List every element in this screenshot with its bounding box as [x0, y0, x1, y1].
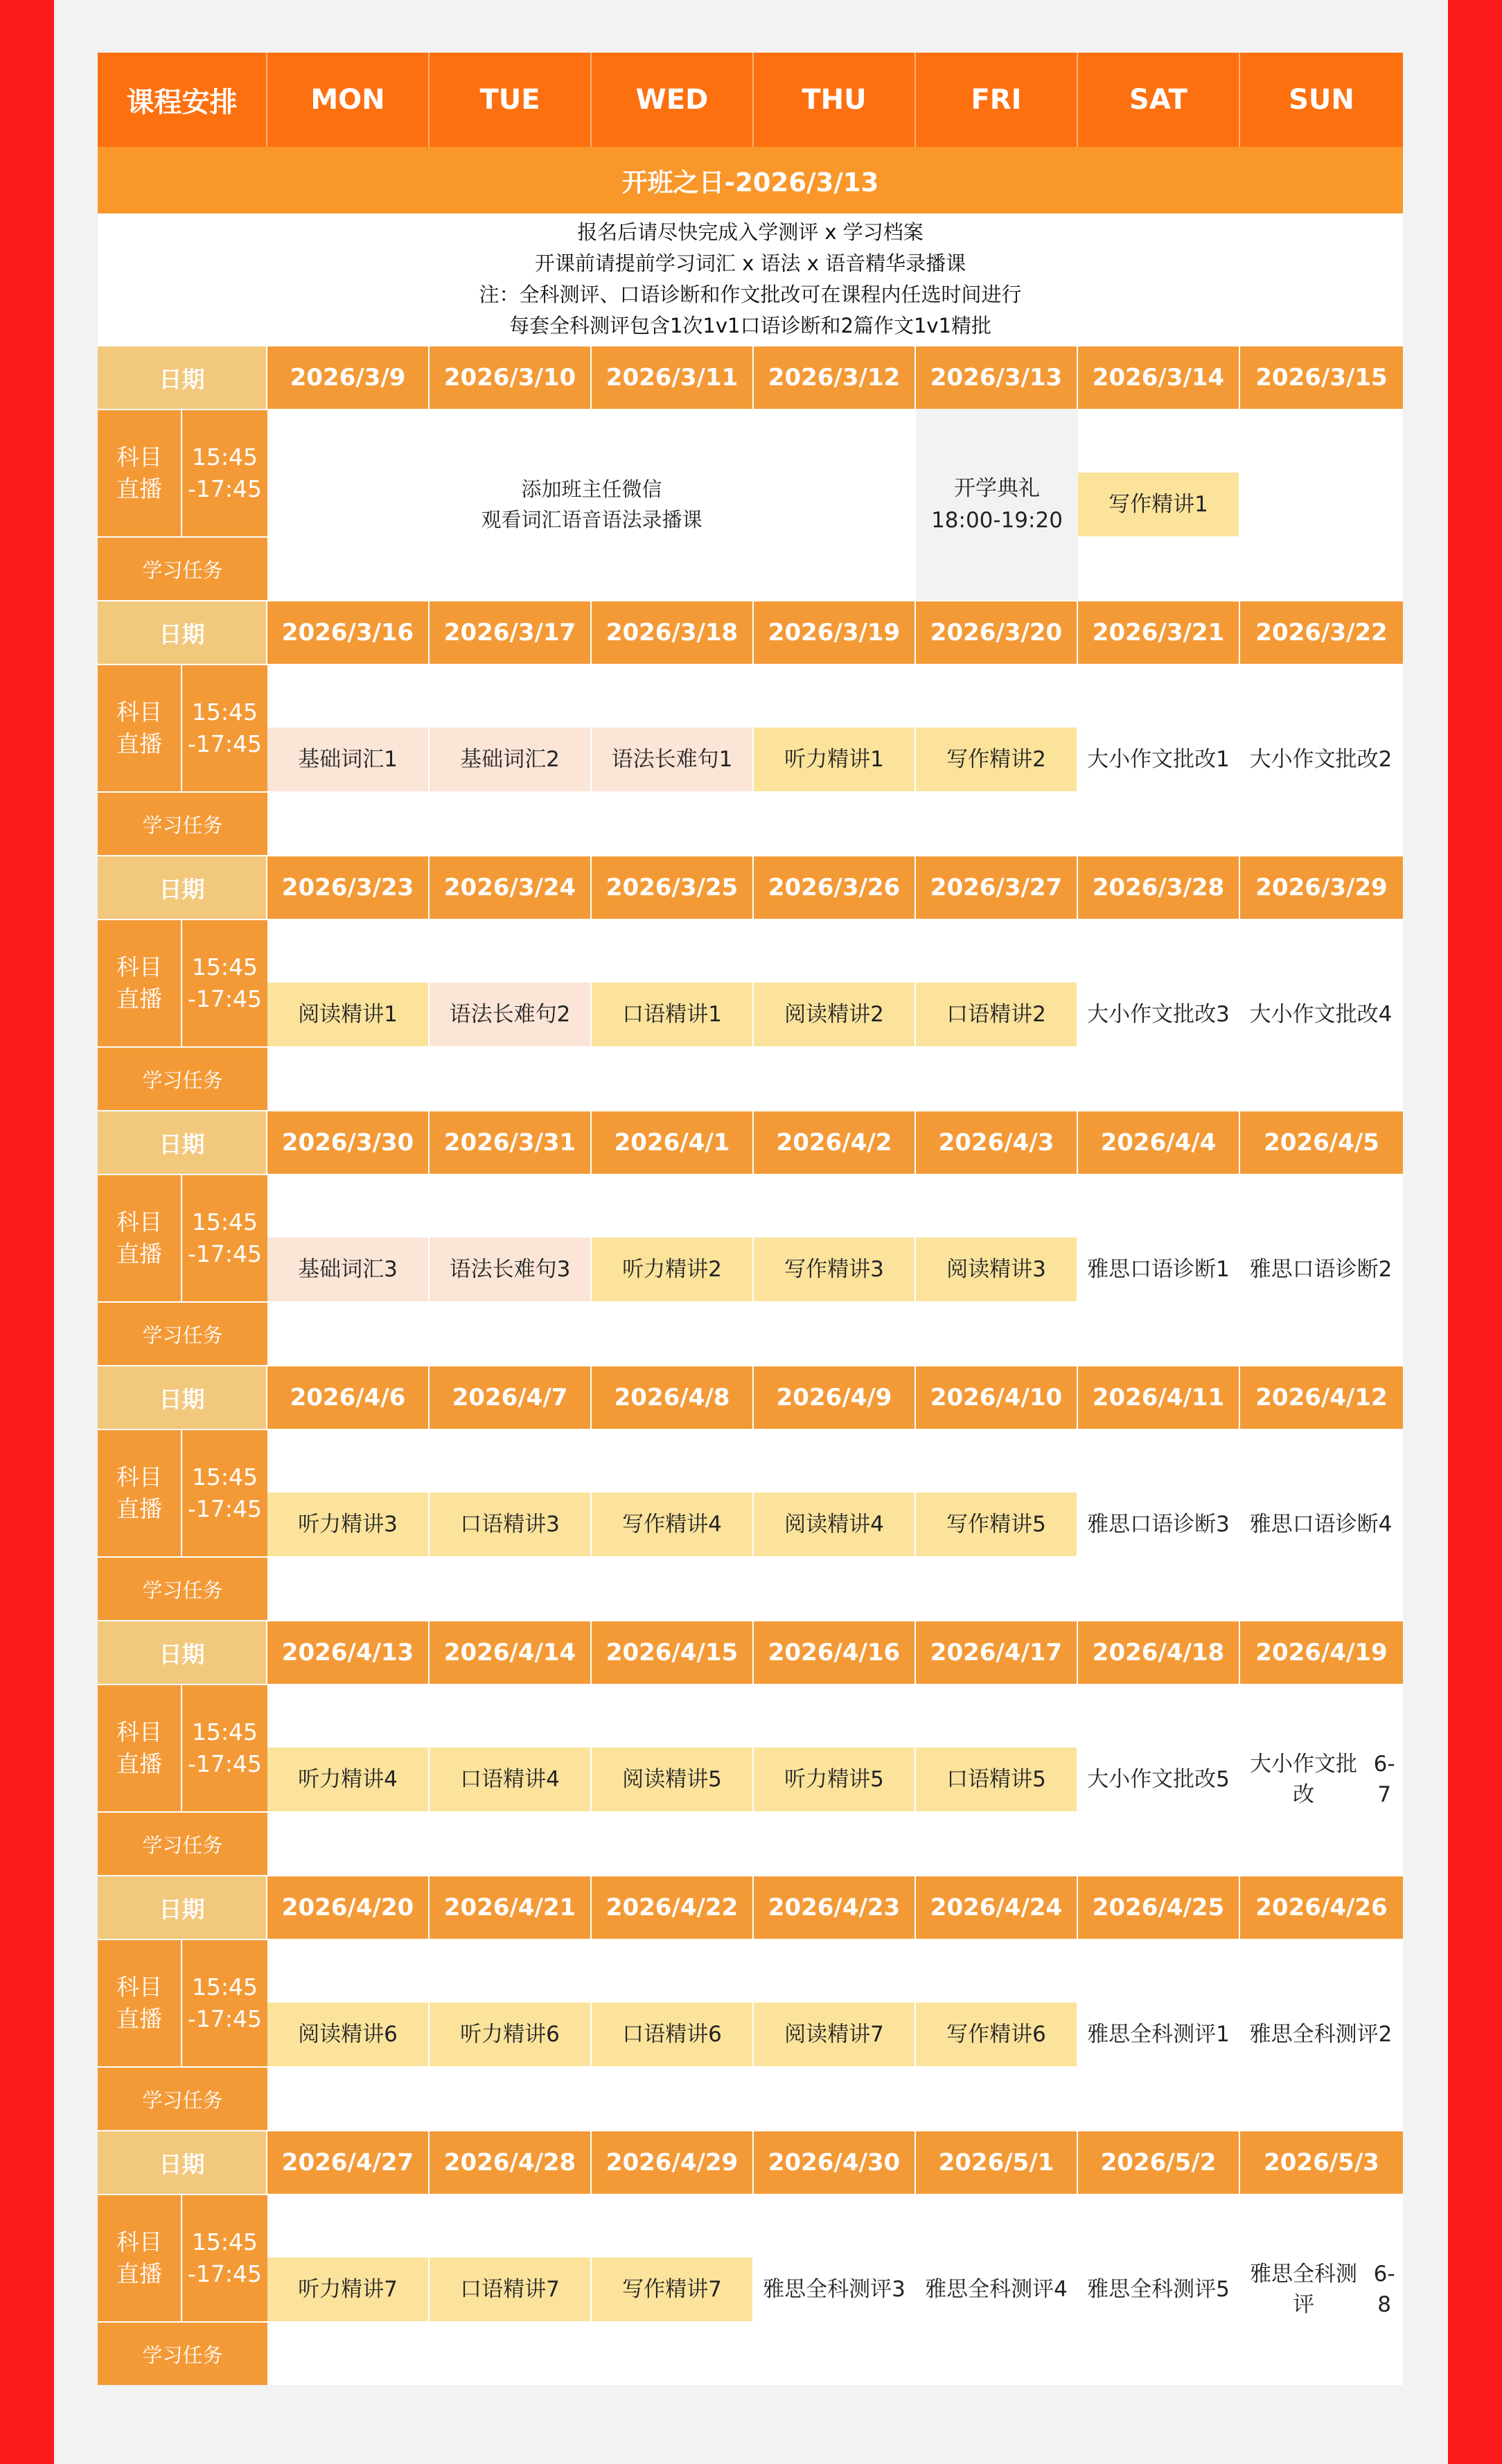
day-cell-tue — [430, 2194, 592, 2385]
date-cell: 2026/3/28 — [1078, 855, 1240, 919]
date-cell: 2026/3/21 — [1078, 600, 1240, 664]
day-header-thu: THU — [754, 53, 916, 147]
day-cell-sat — [1078, 1429, 1240, 1620]
date-cell: 2026/5/1 — [916, 2130, 1078, 2194]
day-cell-thu — [754, 664, 916, 855]
date-row — [98, 1620, 1403, 1684]
date-cell: 2026/3/24 — [430, 855, 592, 919]
day-header-tue: TUE — [430, 53, 592, 147]
date-cell: 2026/3/11 — [592, 345, 754, 409]
day-cell-sat — [1078, 409, 1240, 600]
day-cell-wed — [592, 1939, 754, 2130]
course-item: 写作精讲3 — [754, 1238, 916, 1301]
course-item: 阅读精讲7 — [754, 2003, 916, 2066]
date-row — [98, 345, 1403, 409]
date-label: 日期 — [98, 855, 267, 919]
date-cell: 2026/3/12 — [754, 345, 916, 409]
course-item: 雅思全科测评2 — [1240, 2003, 1403, 2066]
course-item: 阅读精讲4 — [754, 1493, 916, 1556]
day-cell-mon — [267, 1939, 430, 2130]
day-cell-tue — [430, 1429, 592, 1620]
course-item: 阅读精讲3 — [916, 1238, 1078, 1301]
date-cell: 2026/4/6 — [267, 1365, 430, 1429]
course-item: 雅思全科测评3 — [754, 2258, 916, 2321]
date-cell: 2026/3/22 — [1240, 600, 1403, 664]
date-cell: 2026/3/16 — [267, 600, 430, 664]
course-item: 雅思口语诊断1 — [1078, 1238, 1240, 1301]
subject-label: 科目 直播 — [98, 409, 182, 536]
date-cell: 2026/4/26 — [1240, 1875, 1403, 1939]
row-labels — [98, 664, 267, 855]
opening-ceremony: 开学典礼 18:00-19:20 — [916, 409, 1078, 600]
task-label: 学习任务 — [98, 1811, 267, 1875]
course-item: 大小作文批改 6-7 — [1240, 1748, 1403, 1811]
time-label: 15:45 -17:45 — [182, 1939, 267, 2066]
course-item: 听力精讲7 — [267, 2258, 430, 2321]
day-cell-wed — [592, 2194, 754, 2385]
day-cell-tue — [430, 1174, 592, 1365]
day-cell-sat — [1078, 919, 1240, 1110]
day-cell-sat — [1078, 1684, 1240, 1875]
week-days — [267, 664, 1403, 855]
day-cell-thu — [754, 919, 916, 1110]
date-cell: 2026/3/20 — [916, 600, 1078, 664]
day-cell-thu — [754, 1939, 916, 2130]
course-item: 写作精讲6 — [916, 2003, 1078, 2066]
day-cell-thu — [754, 1174, 916, 1365]
corner-title: 课程安排 — [98, 53, 267, 147]
course-item: 大小作文批改4 — [1240, 983, 1403, 1046]
course-item: 阅读精讲2 — [754, 983, 916, 1046]
date-cell: 2026/3/18 — [592, 600, 754, 664]
day-header-mon: MON — [267, 53, 430, 147]
date-cell: 2026/4/13 — [267, 1620, 430, 1684]
course-item: 口语精讲7 — [430, 2258, 592, 2321]
date-row — [98, 600, 1403, 664]
day-cell-tue — [430, 1939, 592, 2130]
day-cell-sun — [1240, 1429, 1403, 1620]
course-item: 口语精讲6 — [592, 2003, 754, 2066]
date-cell: 2026/3/14 — [1078, 345, 1240, 409]
day-header-fri: FRI — [916, 53, 1078, 147]
course-item: 雅思全科测评 6-8 — [1240, 2258, 1403, 2321]
header-row — [98, 53, 1403, 147]
date-cell: 2026/4/21 — [430, 1875, 592, 1939]
day-header-wed: WED — [592, 53, 754, 147]
date-cell: 2026/5/3 — [1240, 2130, 1403, 2194]
note-line: 报名后请尽快完成入学测评 x 学习档案 — [577, 220, 924, 244]
date-cell: 2026/4/28 — [430, 2130, 592, 2194]
date-cell: 2026/4/27 — [267, 2130, 430, 2194]
date-cell: 2026/4/12 — [1240, 1365, 1403, 1429]
subject-label: 科目 直播 — [98, 1684, 182, 1811]
date-cell: 2026/3/19 — [754, 600, 916, 664]
week-days — [267, 919, 1403, 1110]
task-label: 学习任务 — [98, 1556, 267, 1620]
course-item: 口语精讲1 — [592, 983, 754, 1046]
date-cell: 2026/4/24 — [916, 1875, 1078, 1939]
date-cell: 2026/4/16 — [754, 1620, 916, 1684]
subject-label: 科目 直播 — [98, 2194, 182, 2321]
note-line: 注：全科测评、口语诊断和作文批改可在课程内任选时间进行 — [479, 283, 1022, 306]
date-label: 日期 — [98, 1365, 267, 1429]
date-cell: 2026/4/7 — [430, 1365, 592, 1429]
time-label: 15:45 -17:45 — [182, 1429, 267, 1556]
course-item: 雅思口语诊断2 — [1240, 1238, 1403, 1301]
course-item: 听力精讲4 — [267, 1748, 430, 1811]
course-item: 写作精讲2 — [916, 728, 1078, 791]
week-body — [98, 2194, 1403, 2385]
time-label: 15:45 -17:45 — [182, 409, 267, 536]
opening-day-banner: 开班之日-2026/3/13 — [98, 147, 1403, 213]
day-cell-sat — [1078, 2194, 1240, 2385]
date-cell: 2026/4/17 — [916, 1620, 1078, 1684]
subject-label: 科目 直播 — [98, 1174, 182, 1301]
date-label: 日期 — [98, 600, 267, 664]
week-days — [267, 1939, 1403, 2130]
row-labels — [98, 1429, 267, 1620]
date-cell: 2026/3/9 — [267, 345, 430, 409]
date-cell: 2026/4/18 — [1078, 1620, 1240, 1684]
date-row — [98, 1875, 1403, 1939]
course-item: 基础词汇2 — [430, 728, 592, 791]
day-header-sat: SAT — [1078, 53, 1240, 147]
date-row — [98, 855, 1403, 919]
day-cell-fri — [916, 2194, 1078, 2385]
course-item: 雅思全科测评4 — [916, 2258, 1078, 2321]
date-label: 日期 — [98, 345, 267, 409]
day-cell-thu — [754, 1684, 916, 1875]
course-item: 写作精讲5 — [916, 1493, 1078, 1556]
time-label: 15:45 -17:45 — [182, 2194, 267, 2321]
day-cell-fri — [916, 1429, 1078, 1620]
subject-label: 科目 直播 — [98, 919, 182, 1046]
day-cell-sat — [1078, 1939, 1240, 2130]
day-cell-mon — [267, 664, 430, 855]
date-label: 日期 — [98, 1620, 267, 1684]
row-labels — [98, 409, 267, 600]
date-cell: 2026/4/14 — [430, 1620, 592, 1684]
date-cell: 2026/3/30 — [267, 1110, 430, 1174]
day-cell-thu — [754, 1429, 916, 1620]
time-label: 15:45 -17:45 — [182, 1684, 267, 1811]
task-label: 学习任务 — [98, 2066, 267, 2130]
date-cell: 2026/3/15 — [1240, 345, 1403, 409]
course-item: 写作精讲1 — [1078, 473, 1240, 536]
task-label: 学习任务 — [98, 791, 267, 855]
week-days — [267, 409, 1403, 600]
course-item: 语法长难句2 — [430, 983, 592, 1046]
date-cell: 2026/3/23 — [267, 855, 430, 919]
date-cell: 2026/4/15 — [592, 1620, 754, 1684]
subject-label: 科目 直播 — [98, 1429, 182, 1556]
time-label: 15:45 -17:45 — [182, 919, 267, 1046]
date-cell: 2026/3/10 — [430, 345, 592, 409]
course-item: 听力精讲1 — [754, 728, 916, 791]
right-red-border — [1448, 0, 1502, 2464]
day-cell-mon — [267, 1429, 430, 1620]
schedule-sheet — [98, 53, 1403, 2385]
day-cell-sat — [1078, 664, 1240, 855]
day-cell-fri — [916, 919, 1078, 1110]
row-labels — [98, 919, 267, 1110]
date-cell: 2026/4/30 — [754, 2130, 916, 2194]
date-cell: 2026/3/26 — [754, 855, 916, 919]
row-labels — [98, 1939, 267, 2130]
course-item: 雅思全科测评1 — [1078, 2003, 1240, 2066]
date-cell: 2026/4/23 — [754, 1875, 916, 1939]
day-cell-sun — [1240, 919, 1403, 1110]
date-cell: 2026/4/22 — [592, 1875, 754, 1939]
course-item: 听力精讲2 — [592, 1238, 754, 1301]
course-item: 口语精讲2 — [916, 983, 1078, 1046]
subject-label: 科目 直播 — [98, 1939, 182, 2066]
subject-label: 科目 直播 — [98, 664, 182, 791]
week-days — [267, 1429, 1403, 1620]
course-item: 大小作文批改2 — [1240, 728, 1403, 791]
course-item: 口语精讲4 — [430, 1748, 592, 1811]
course-item: 大小作文批改3 — [1078, 983, 1240, 1046]
day-cell-mon — [267, 919, 430, 1110]
date-row — [98, 2130, 1403, 2194]
date-cell: 2026/3/13 — [916, 345, 1078, 409]
task-label: 学习任务 — [98, 2321, 267, 2385]
day-cell-mon — [267, 2194, 430, 2385]
course-item: 阅读精讲6 — [267, 2003, 430, 2066]
date-cell: 2026/4/5 — [1240, 1110, 1403, 1174]
course-item: 听力精讲5 — [754, 1748, 916, 1811]
date-row — [98, 1110, 1403, 1174]
date-label: 日期 — [98, 1110, 267, 1174]
day-cell-fri — [916, 1174, 1078, 1365]
course-item: 雅思口语诊断4 — [1240, 1493, 1403, 1556]
day-cell-wed — [592, 1684, 754, 1875]
day-cell-sun — [1240, 1939, 1403, 2130]
row-labels — [98, 2194, 267, 2385]
note-line: 每套全科测评包含1次1v1口语诊断和2篇作文1v1精批 — [509, 314, 992, 337]
day-cell-mon — [267, 1684, 430, 1875]
day-cell-sun — [1240, 2194, 1403, 2385]
day-cell-sun — [1240, 409, 1403, 600]
day-cell-fri — [916, 1939, 1078, 2130]
week-body — [98, 1939, 1403, 2130]
date-cell: 2026/3/31 — [430, 1110, 592, 1174]
date-cell: 2026/4/10 — [916, 1365, 1078, 1429]
day-header-sun: SUN — [1289, 84, 1354, 116]
day-cell-sat — [1078, 1174, 1240, 1365]
week-body — [98, 919, 1403, 1110]
course-item: 口语精讲3 — [430, 1493, 592, 1556]
week-body — [98, 664, 1403, 855]
course-item: 听力精讲6 — [430, 2003, 592, 2066]
course-item: 写作精讲7 — [592, 2258, 754, 2321]
note-line: 开课前请提前学习词汇 x 语法 x 语音精华录播课 — [534, 252, 966, 275]
task-label: 学习任务 — [98, 536, 267, 600]
day-cell-tue — [430, 664, 592, 855]
course-item: 语法长难句1 — [592, 728, 754, 791]
day-cell-sun — [1240, 1684, 1403, 1875]
course-item: 大小作文批改1 — [1078, 728, 1240, 791]
course-item: 雅思口语诊断3 — [1078, 1493, 1240, 1556]
notes-block — [98, 213, 1403, 345]
row-labels — [98, 1684, 267, 1875]
day-cell-wed — [592, 664, 754, 855]
day-cell-fri — [916, 664, 1078, 855]
date-cell: 2026/4/29 — [592, 2130, 754, 2194]
date-label: 日期 — [98, 1875, 267, 1939]
day-cell-tue — [430, 919, 592, 1110]
date-cell: 2026/4/8 — [592, 1365, 754, 1429]
date-cell: 2026/4/11 — [1078, 1365, 1240, 1429]
course-item: 写作精讲4 — [592, 1493, 754, 1556]
week-days — [267, 1174, 1403, 1365]
date-cell: 2026/4/9 — [754, 1365, 916, 1429]
date-cell: 2026/4/1 — [592, 1110, 754, 1174]
day-cell-fri — [916, 1684, 1078, 1875]
course-item: 阅读精讲1 — [267, 983, 430, 1046]
time-label: 15:45 -17:45 — [182, 1174, 267, 1301]
week-body — [98, 1429, 1403, 1620]
date-cell: 2026/3/25 — [592, 855, 754, 919]
day-cell-fri — [916, 409, 1078, 600]
date-cell: 2026/3/27 — [916, 855, 1078, 919]
course-item: 口语精讲5 — [916, 1748, 1078, 1811]
date-label: 日期 — [98, 2130, 267, 2194]
date-cell: 2026/3/17 — [430, 600, 592, 664]
day-cell-wed — [592, 1429, 754, 1620]
prep-note: 添加班主任微信 观看词汇语音语法录播课 — [481, 477, 703, 531]
day-cell-wed — [592, 919, 754, 1110]
day-cell-wed — [592, 1174, 754, 1365]
day-cell-sun — [1240, 664, 1403, 855]
course-item: 阅读精讲5 — [592, 1748, 754, 1811]
date-row — [98, 1365, 1403, 1429]
course-item: 大小作文批改5 — [1078, 1748, 1240, 1811]
day-cell-sun — [1240, 1174, 1403, 1365]
date-cell: 2026/3/29 — [1240, 855, 1403, 919]
course-item: 语法长难句3 — [430, 1238, 592, 1301]
date-cell: 2026/4/3 — [916, 1110, 1078, 1174]
week-days — [267, 1684, 1403, 1875]
time-label: 15:45 -17:45 — [182, 664, 267, 791]
day-cell-mon — [267, 1174, 430, 1365]
week-body — [98, 409, 1403, 600]
date-cell: 2026/4/25 — [1078, 1875, 1240, 1939]
week-days — [267, 2194, 1403, 2385]
course-item: 听力精讲3 — [267, 1493, 430, 1556]
week-body — [98, 1684, 1403, 1875]
week-body — [98, 1174, 1403, 1365]
day-cell-thu — [754, 2194, 916, 2385]
course-item: 雅思全科测评5 — [1078, 2258, 1240, 2321]
date-cell: 2026/4/20 — [267, 1875, 430, 1939]
day-cell-tue — [430, 1684, 592, 1875]
course-item: 基础词汇1 — [267, 728, 430, 791]
date-cell: 2026/5/2 — [1078, 2130, 1240, 2194]
task-label: 学习任务 — [98, 1301, 267, 1365]
date-cell: 2026/4/19 — [1240, 1620, 1403, 1684]
course-item: 基础词汇3 — [267, 1238, 430, 1301]
date-cell: 2026/4/4 — [1078, 1110, 1240, 1174]
date-cell: 2026/4/2 — [754, 1110, 916, 1174]
left-red-border — [0, 0, 54, 2464]
row-labels — [98, 1174, 267, 1365]
task-label: 学习任务 — [98, 1046, 267, 1110]
weeks-container — [98, 600, 1403, 2385]
